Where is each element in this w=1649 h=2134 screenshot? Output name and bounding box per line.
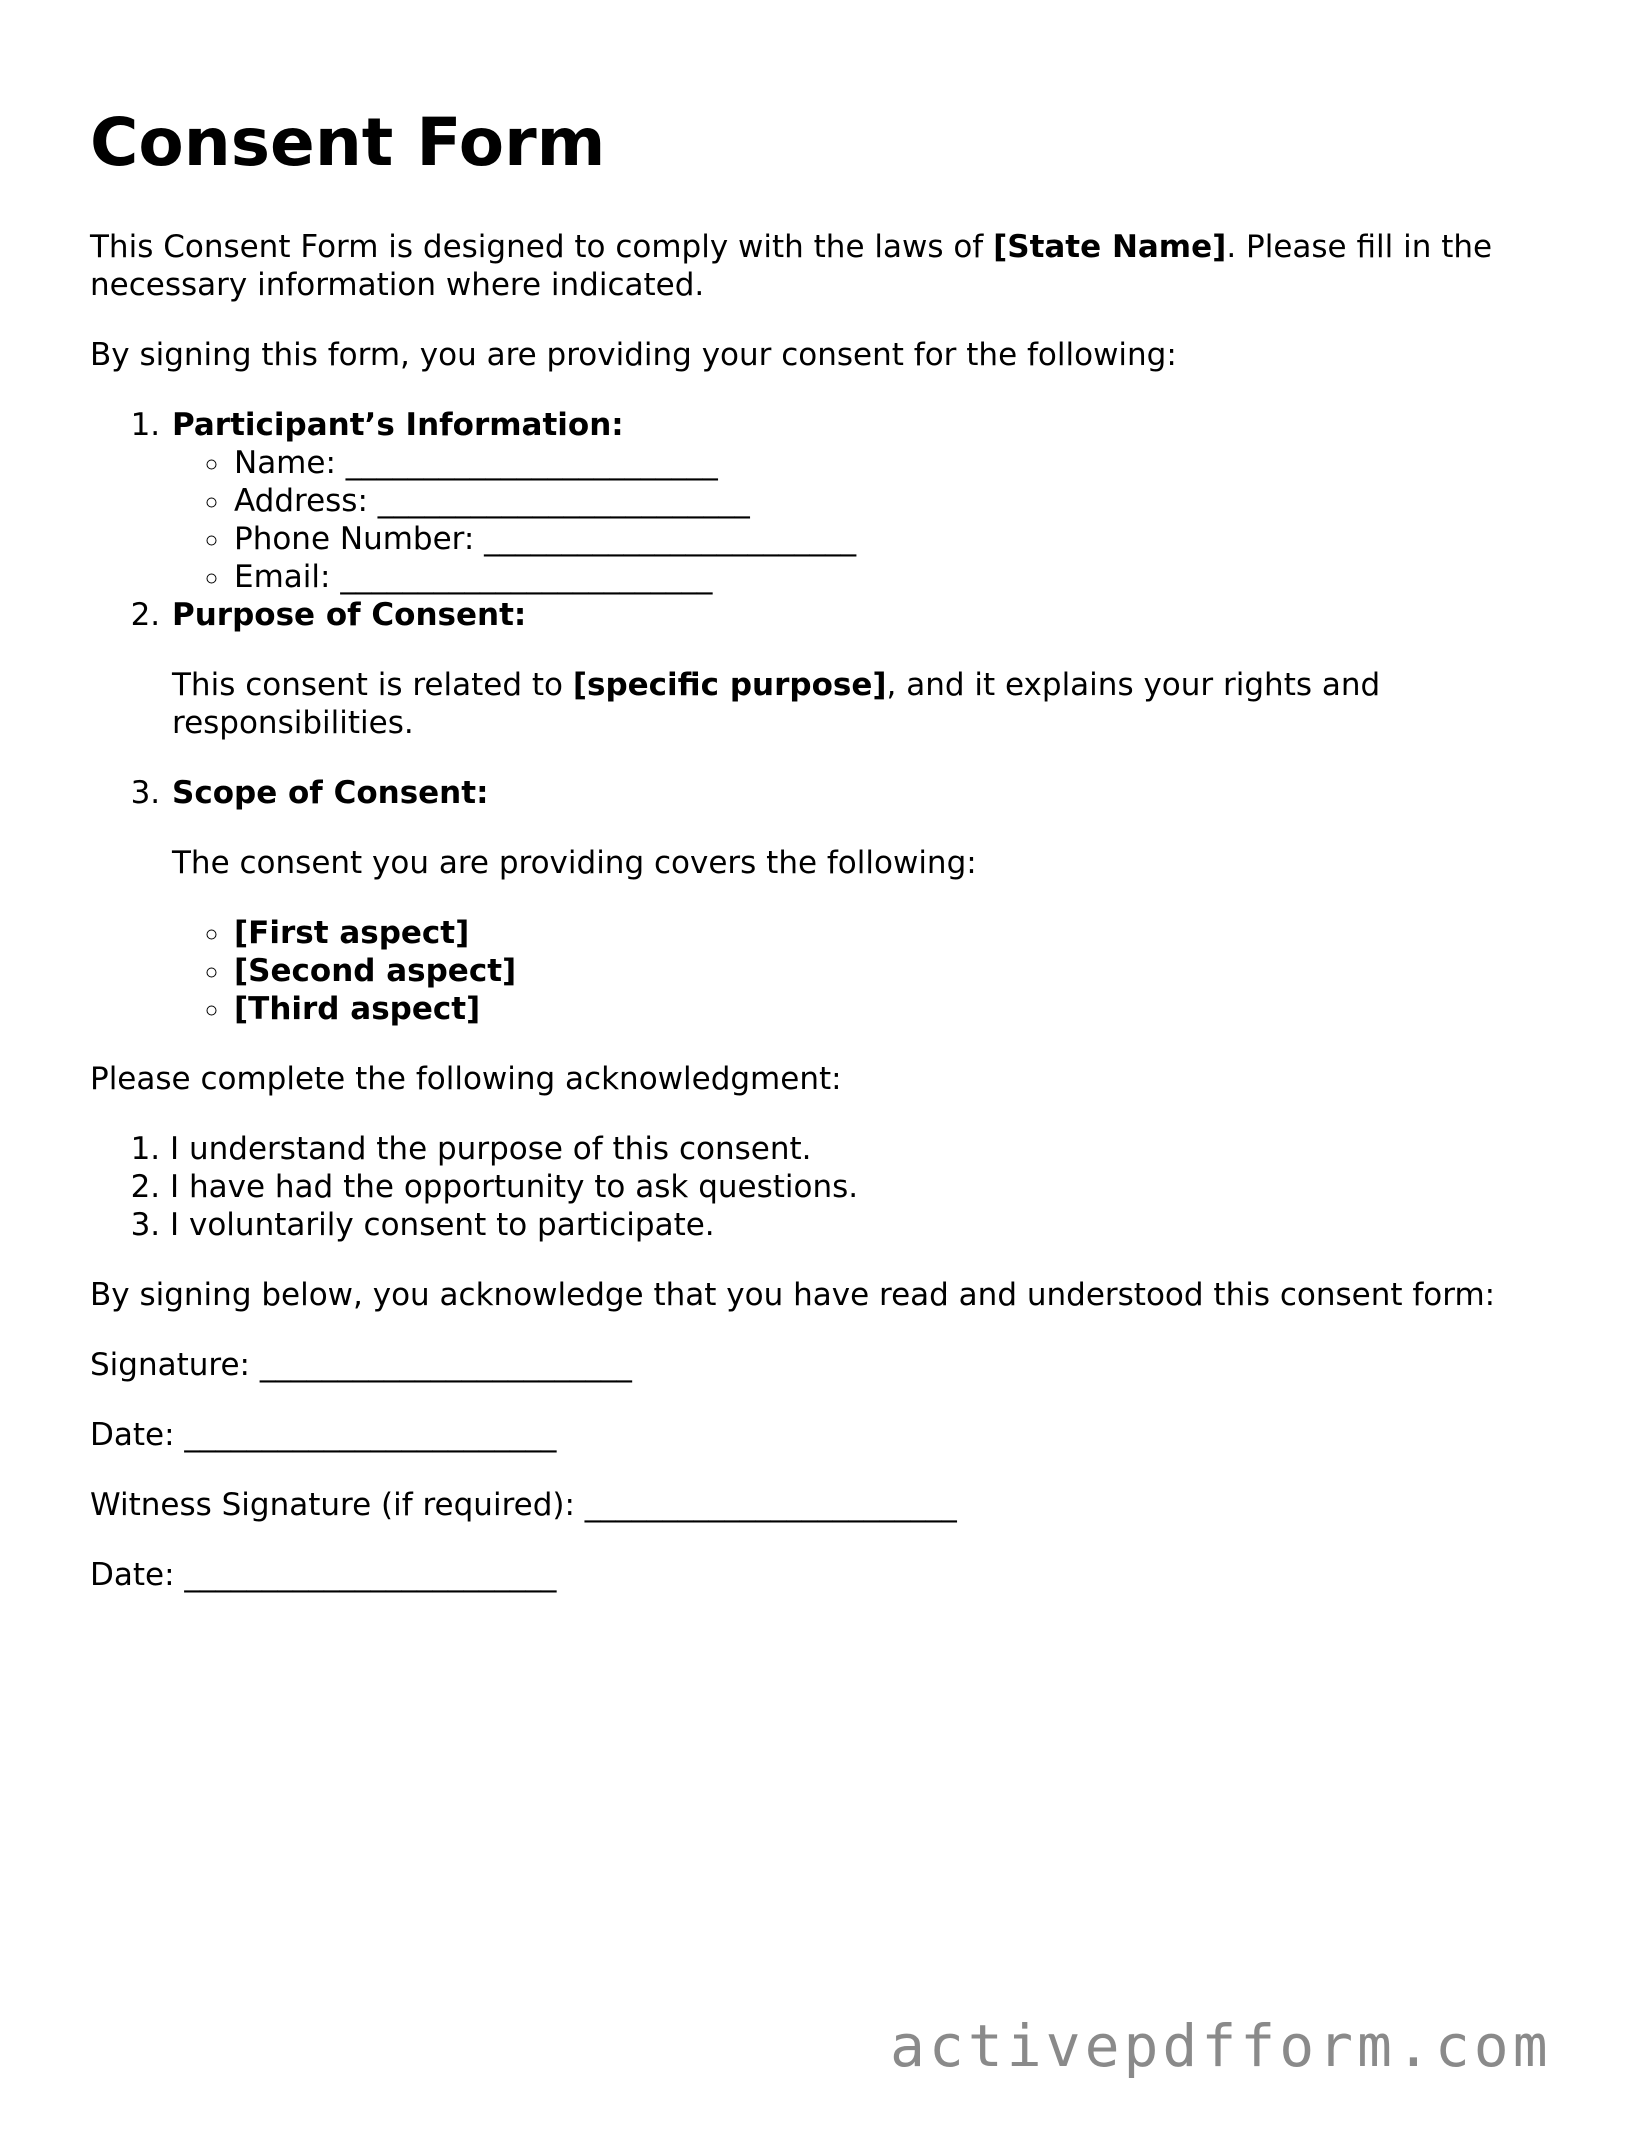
purpose-paragraph	[172, 666, 1570, 742]
purpose-before: This consent is related to	[172, 666, 573, 703]
participant-fields	[172, 444, 1570, 596]
document-page	[90, 100, 1570, 1594]
acknowledgment-list	[90, 1130, 1570, 1244]
aspect-item	[232, 914, 1570, 952]
intro-before: This Consent Form is designed to comply with the laws of	[90, 228, 994, 265]
ack-item: 2. I have had the opportunity to ask questions.	[170, 1168, 1570, 1206]
phone-field	[232, 520, 1570, 558]
address-blank[interactable]: ________________________	[377, 482, 750, 519]
name-blank[interactable]: ________________________	[345, 444, 718, 481]
signature-field	[90, 1346, 1570, 1384]
witness-signature-label: Witness Signature (if required):	[90, 1486, 575, 1523]
ack-intro: Please complete the following acknowledgment:	[90, 1060, 842, 1097]
first-aspect: [First aspect]	[234, 914, 470, 951]
intro-paragraph	[90, 228, 1570, 304]
signing-intro: By signing below, you acknowledge that you have read and understood this consent form:	[90, 1276, 1496, 1313]
scope-aspects	[172, 914, 1570, 1028]
specific-purpose-placeholder: [specific purpose]	[572, 666, 887, 703]
purpose-heading: Purpose of Consent:	[172, 596, 527, 633]
address-field	[232, 482, 1570, 520]
section-scope	[170, 774, 1570, 1028]
purpose-after: , and it explains your rights and responsibilities.	[172, 666, 1381, 741]
date-field	[90, 1416, 1570, 1454]
third-aspect: [Third aspect]	[234, 990, 481, 1027]
witness-signature-blank[interactable]: ________________________	[584, 1486, 957, 1523]
aspect-item	[232, 952, 1570, 990]
witness-date-blank[interactable]: ________________________	[184, 1556, 557, 1593]
state-name-placeholder: [State Name]	[993, 228, 1227, 265]
email-blank[interactable]: ________________________	[340, 558, 713, 595]
consent-sections-list	[90, 406, 1570, 1028]
signature-label: Signature:	[90, 1346, 250, 1383]
email-label: Email:	[234, 558, 331, 595]
address-label: Address:	[234, 482, 368, 519]
intro-after: . Please fill in the necessary information where indicated.	[90, 228, 1493, 303]
aspect-item	[232, 990, 1570, 1028]
date-label: Date:	[90, 1416, 175, 1453]
scope-paragraph: The consent you are providing covers the following:	[172, 844, 977, 881]
page-title: Consent Form	[90, 104, 606, 181]
name-field	[232, 444, 1570, 482]
date-blank[interactable]: ________________________	[184, 1416, 557, 1453]
second-aspect: [Second aspect]	[234, 952, 517, 989]
phone-blank[interactable]: ________________________	[484, 520, 857, 557]
ack-item: 1. I understand the purpose of this consent.	[170, 1130, 1570, 1168]
scope-heading: Scope of Consent:	[172, 774, 489, 811]
participant-heading: Participant’s Information:	[172, 406, 624, 443]
ack-item: 3. I voluntarily consent to participate.	[170, 1206, 1570, 1244]
witness-date-field	[90, 1556, 1570, 1594]
email-field	[232, 558, 1570, 596]
witness-date-label: Date:	[90, 1556, 175, 1593]
watermark: activepdfform.com	[890, 2012, 1552, 2080]
section-participant	[170, 406, 1570, 596]
signature-blank[interactable]: ________________________	[259, 1346, 632, 1383]
witness-signature-field	[90, 1486, 1570, 1524]
section-purpose	[170, 596, 1570, 742]
lead-paragraph: By signing this form, you are providing your consent for the following:	[90, 336, 1177, 373]
phone-label: Phone Number:	[234, 520, 475, 557]
name-label: Name:	[234, 444, 336, 481]
